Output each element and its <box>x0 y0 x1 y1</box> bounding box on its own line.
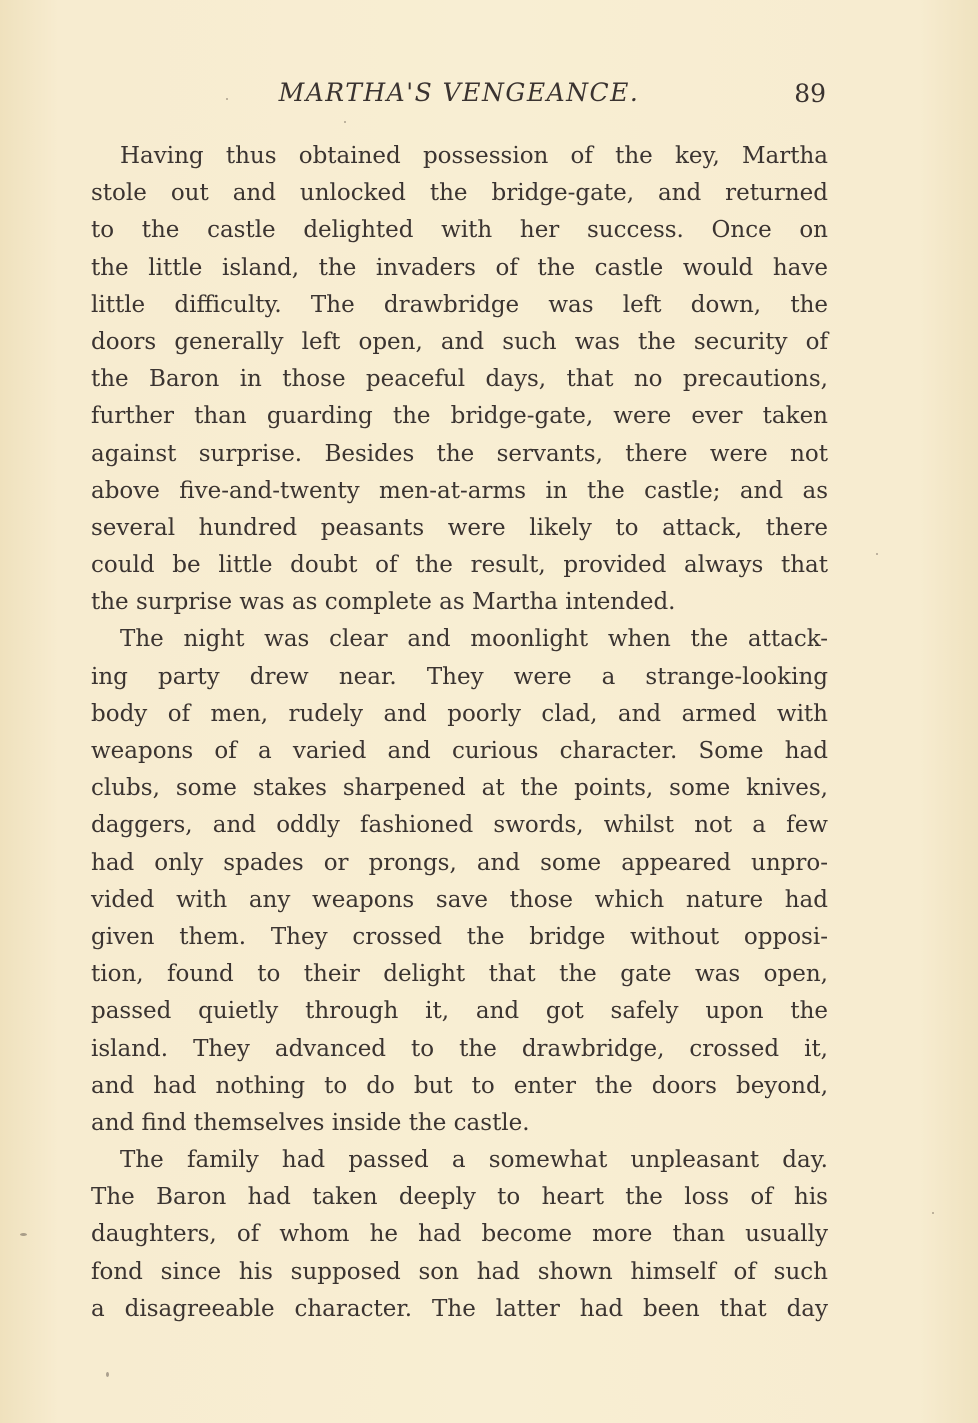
text-line: The night was clear and moonlight when the attack- <box>120 626 828 653</box>
text-line: passed quietly through it, and got safely upon the <box>91 998 828 1025</box>
paper-speck <box>20 1233 27 1236</box>
text-line: and find themselves inside the castle. <box>91 1109 530 1136</box>
text-line: could be little doubt of the result, provided always that <box>91 552 828 579</box>
text-line: the Baron in those peaceful days, that no precautions, <box>91 366 828 393</box>
body-text <box>91 138 828 1328</box>
text-line: ing party drew near. They were a strange-looking <box>91 663 828 690</box>
paragraph-3 <box>91 1142 828 1328</box>
text-line: weapons of a varied and curious character. Some had <box>91 738 828 764</box>
text-line: given them. They crossed the bridge without opposi- <box>91 923 828 950</box>
text-line: island. They advanced to the drawbridge, crossed it, <box>91 1035 828 1062</box>
text-line: doors generally left open, and such was the security of <box>91 328 828 355</box>
text-line: clubs, some stakes sharpened at the points, some knives, <box>91 775 828 802</box>
paper-speck <box>226 98 228 100</box>
text-line: The Baron had taken deeply to heart the loss of his <box>91 1184 828 1211</box>
text-line: a disagreeable character. The latter had been that day <box>91 1295 828 1322</box>
text-line: The family had passed a somewhat unpleasant day. <box>120 1147 828 1174</box>
text-line: several hundred peasants were likely to attack, there <box>91 514 828 541</box>
paragraph-1 <box>91 138 828 621</box>
text-line: had only spades or prongs, and some appeared unpro- <box>91 849 828 876</box>
page-number: 89 <box>794 79 826 108</box>
running-title: MARTHA'S VENGEANCE. <box>278 78 640 107</box>
text-line: to the castle delighted with her success. Once on <box>91 217 828 244</box>
text-line: stole out and unlocked the bridge-gate, and returned <box>91 180 828 207</box>
text-line: fond since his supposed son had shown himself of such <box>91 1258 828 1285</box>
paper-speck <box>932 1212 934 1214</box>
text-line: against surprise. Besides the servants, there were not <box>91 440 828 467</box>
paper-speck <box>876 553 878 555</box>
paper-speck <box>344 121 346 123</box>
text-line: and had nothing to do but to enter the doors beyond, <box>91 1072 828 1099</box>
text-line: tion, found to their delight that the gate was open, <box>91 961 828 988</box>
paper-speck <box>106 1372 109 1377</box>
text-line: Having thus obtained possession of the key, Martha <box>120 143 828 169</box>
running-header <box>90 78 828 114</box>
text-line: daggers, and oddly fashioned swords, whilst not a few <box>91 812 828 839</box>
text-line: further than guarding the bridge-gate, were ever taken <box>91 403 828 430</box>
text-line: above five-and-twenty men-at-arms in the castle; and as <box>91 477 828 504</box>
text-line: body of men, rudely and poorly clad, and armed with <box>91 700 828 727</box>
text-line: the little island, the invaders of the castle would have <box>91 254 828 281</box>
text-line: the surprise was as complete as Martha intended. <box>91 589 676 616</box>
text-line: little difficulty. The drawbridge was left down, the <box>91 291 828 318</box>
text-line: daughters, of whom he had become more than usually <box>91 1221 828 1248</box>
paragraph-2 <box>91 621 828 1142</box>
text-line: vided with any weapons save those which nature had <box>91 886 828 913</box>
